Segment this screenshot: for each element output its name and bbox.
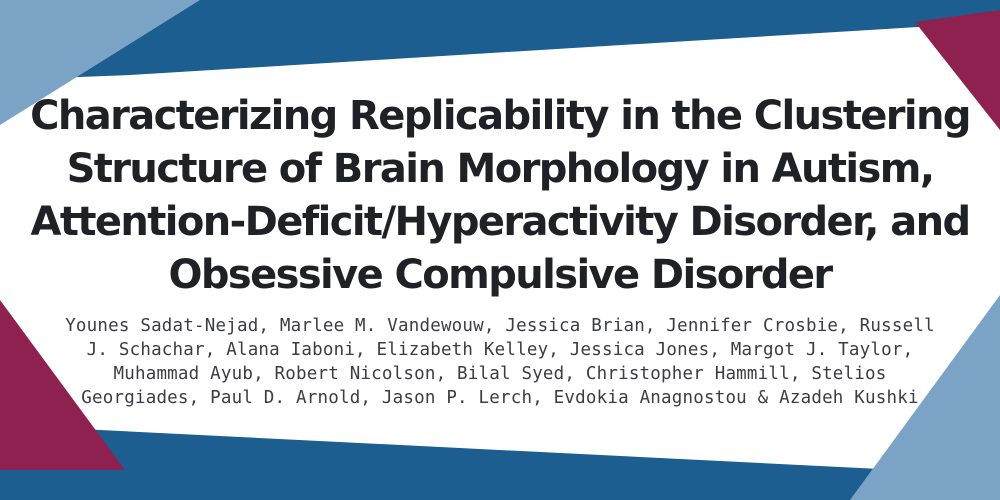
author-list: Younes Sadat-Nejad, Marlee M. Vandewouw, Jessica Brian, Jennifer Crosbie, Russell J. Schachar, Alana Iaboni, Elizabeth Kelley, Jessica Jones, Margot J. Taylor, Muhammad Ayub, Robert Nicolson, Bilal Syed, Christopher Hammill, Stelios Georgiades, Paul D. Arnold, Jason P. Lerch, Evdokia Anagnostou & Azadeh Kushki [65,316,935,408]
bottom-navy-band [0,425,1000,500]
paper-title: Characterizing Replicability in the Clustering Structure of Brain Morphology in Autism, Attention-Deficit/Hyperactivity Disorder, and Obsessive Compulsive Disorder [30,93,970,298]
